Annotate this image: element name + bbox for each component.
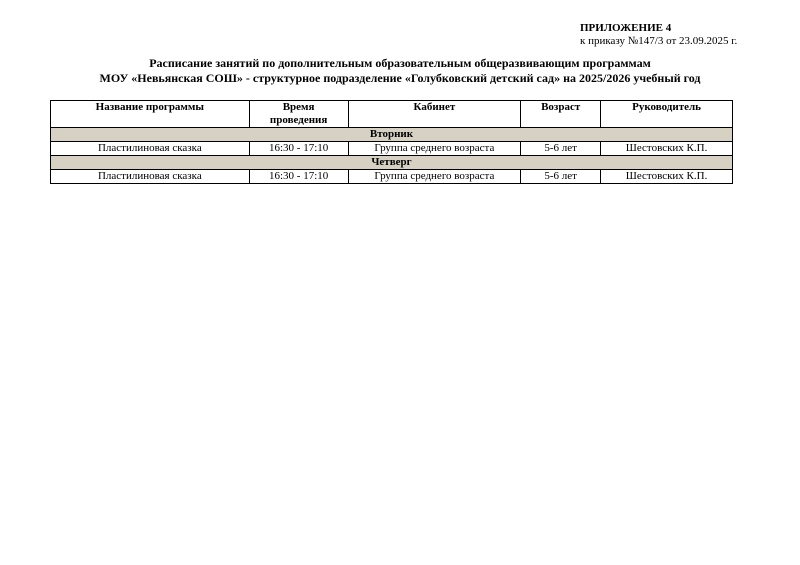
day-label: Вторник [51,128,733,142]
cell-age: 5-6 лет [521,142,601,156]
document-title [0,56,800,86]
cell-room: Группа среднего возраста [348,170,521,184]
header-age: Возраст [521,101,601,128]
day-label: Четверг [51,156,733,170]
table-row [51,142,733,156]
title-line-2: МОУ «Невьянская СОШ» - структурное подразделение «Голубковский детский сад» на 2025/2026 учебный год [99,71,701,85]
header-time-line-1: Время [282,101,315,113]
cell-age: 5-6 лет [521,170,601,184]
schedule-table [50,100,733,184]
header-room: Кабинет [348,101,521,128]
header-program: Название программы [51,101,250,128]
cell-room: Группа среднего возраста [348,142,521,156]
cell-time: 16:30 - 17:10 [249,142,348,156]
cell-time: 16:30 - 17:10 [249,170,348,184]
cell-leader: Шестовских К.П. [601,170,733,184]
appendix-order-reference: к приказу №147/3 от 23.09.2025 г. [580,35,738,47]
header-time-line-2: проведения [269,114,328,126]
appendix-header [580,22,737,48]
header-leader: Руководитель [601,101,733,128]
title-line-1: Расписание занятий по дополнительным образовательным общеразвивающим программам [149,56,651,70]
cell-program: Пластилиновая сказка [51,142,250,156]
table-row [51,170,733,184]
table-header-row [51,101,733,128]
day-row-tuesday [51,128,733,142]
cell-program: Пластилиновая сказка [51,170,250,184]
header-time [249,101,348,128]
cell-leader: Шестовских К.П. [601,142,733,156]
day-row-thursday [51,156,733,170]
appendix-label: ПРИЛОЖЕНИЕ 4 [580,22,672,34]
